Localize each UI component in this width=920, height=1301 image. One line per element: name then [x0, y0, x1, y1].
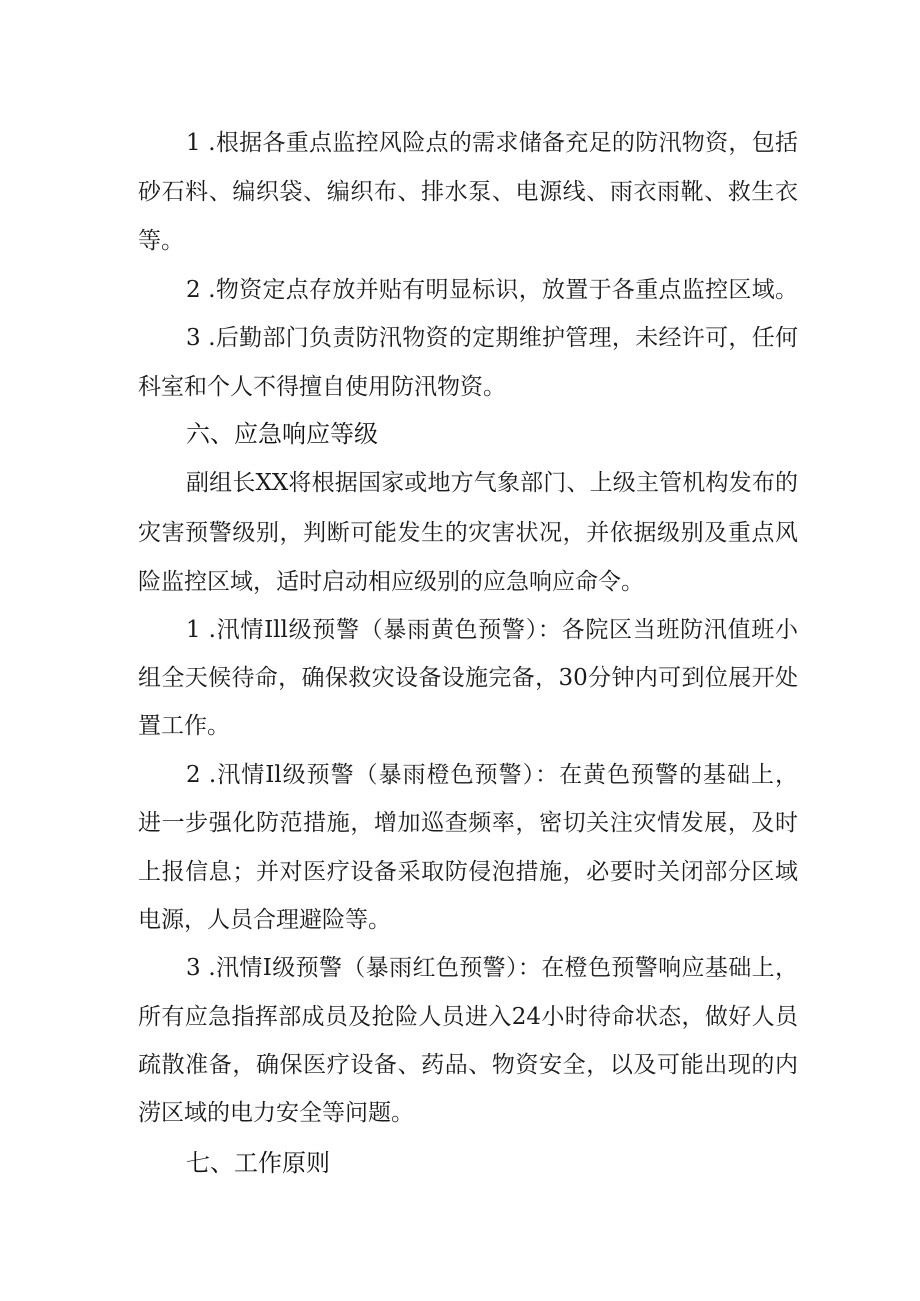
paragraph-line: 灾害预警级别，判断可能发生的灾害状况，并依据级别及重点风 [138, 520, 798, 546]
paragraph-line: 置工作。 [138, 713, 230, 739]
paragraph-line: 等。 [138, 228, 184, 254]
paragraph-line: 3 .汛情I级预警（暴雨红色预警）：在橙色预警响应基础上， [186, 955, 798, 981]
paragraph-line: 副组长XX将根据国家或地方气象部门、上级主管机构发布的 [186, 470, 798, 496]
paragraph-line: 科室和个人不得擅自使用防汛物资。 [138, 374, 506, 400]
paragraph-line: 电源，人员合理避险等。 [138, 907, 391, 933]
paragraph-line: 3 .后勤部门负责防汛物资的定期维护管理，未经许可，任何 [186, 325, 798, 351]
section-heading: 七、工作原则 [186, 1149, 330, 1177]
paragraph-line: 进一步强化防范措施，增加巡查频率，密切关注灾情发展，及时 [138, 810, 798, 836]
paragraph-line: 组全天候待命，确保救灾设备设施完备，30分钟内可到位展开处 [138, 665, 798, 691]
paragraph-line: 上报信息；并对医疗设备采取防侵泡措施，必要时关闭部分区域 [138, 859, 798, 885]
paragraph-line: 涝区域的电力安全等问题。 [138, 1100, 414, 1126]
paragraph-line: 1 .根据各重点监控风险点的需求储备充足的防汛物资，包括 [186, 130, 798, 156]
section-heading: 六、应急响应等级 [186, 420, 378, 448]
paragraph-line: 砂石料、编织袋、编织布、排水泵、电源线、雨衣雨靴、救生衣 [138, 179, 798, 205]
paragraph-line: 1 .汛情Ill级预警（暴雨黄色预警）：各院区当班防汛值班小 [186, 617, 798, 643]
paragraph-line: 疏散准备，确保医疗设备、药品、物资安全，以及可能出现的内 [138, 1052, 798, 1078]
paragraph-line: 所有应急指挥部成员及抢险人员进入24小时待命状态，做好人员 [138, 1004, 798, 1030]
paragraph-line: 2 .物资定点存放并贴有明显标识，放置于各重点监控区域。 [186, 277, 798, 303]
paragraph-line: 2 .汛情Il级预警（暴雨橙色预警）：在黄色预警的基础上， [186, 762, 798, 788]
paragraph-line: 险监控区域，适时启动相应级别的应急响应命令。 [138, 569, 644, 595]
